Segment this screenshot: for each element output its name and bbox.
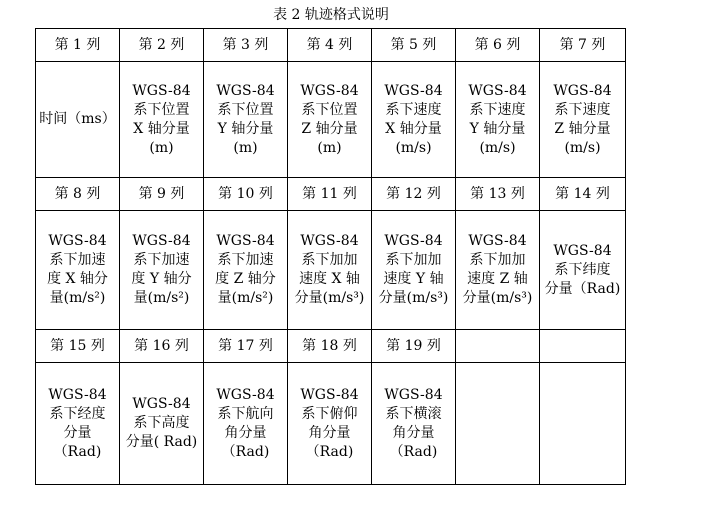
column-description-text: WGS-84 系下横滚 角分量 （Rad) xyxy=(384,386,443,460)
column-number-cell: 第 12 列 xyxy=(372,178,456,211)
column-description-cell xyxy=(540,363,626,485)
column-description-cell xyxy=(540,211,626,330)
column-number-cell: 第 3 列 xyxy=(204,29,288,62)
column-description-cell xyxy=(540,62,626,178)
column-description-text: WGS-84 系下位置 Y 轴分量 (m) xyxy=(216,82,275,156)
column-description-text: WGS-84 系下速度 X 轴分量 (m/s) xyxy=(384,82,443,156)
column-number-cell xyxy=(540,330,626,363)
column-description-cell xyxy=(456,363,540,485)
column-description-cell xyxy=(372,211,456,330)
column-number-cell: 第 6 列 xyxy=(456,29,540,62)
column-description-text: WGS-84 系下加速 度 Y 轴分 量(m/s²) xyxy=(131,233,192,306)
header-row xyxy=(36,330,626,363)
column-description-cell xyxy=(204,211,288,330)
column-number-cell: 第 13 列 xyxy=(456,178,540,211)
column-description-cell xyxy=(120,62,204,178)
header-row xyxy=(36,178,626,211)
column-number-cell: 第 4 列 xyxy=(288,29,372,62)
column-description-cell xyxy=(120,211,204,330)
column-description-text: WGS-84 系下加速 度 X 轴分 量(m/s²) xyxy=(47,233,108,306)
column-description-cell xyxy=(456,62,540,178)
column-description-text: 时间（ms） xyxy=(39,111,116,127)
column-number-cell: 第 16 列 xyxy=(120,330,204,363)
column-description-cell xyxy=(36,363,120,485)
column-number-cell xyxy=(456,330,540,363)
column-description-cell xyxy=(372,62,456,178)
column-number-cell: 第 7 列 xyxy=(540,29,626,62)
column-number-cell: 第 5 列 xyxy=(372,29,456,62)
column-number-cell: 第 17 列 xyxy=(204,330,288,363)
column-number-cell: 第 1 列 xyxy=(36,29,120,62)
description-row xyxy=(36,62,626,178)
column-description-text: WGS-84 系下位置 Z 轴分量 (m) xyxy=(300,82,359,156)
description-row xyxy=(36,363,626,485)
column-number-cell: 第 18 列 xyxy=(288,330,372,363)
column-description-text: WGS-84 系下俯仰 角分量 （Rad) xyxy=(300,386,359,460)
column-description-text: WGS-84 系下速度 Z 轴分量 (m/s) xyxy=(553,82,612,156)
column-description-cell xyxy=(204,62,288,178)
column-number-cell: 第 19 列 xyxy=(372,330,456,363)
trajectory-format-table xyxy=(35,28,626,485)
column-description-cell xyxy=(288,363,372,485)
column-description-cell xyxy=(36,211,120,330)
header-row xyxy=(36,29,626,62)
column-description-text: WGS-84 系下加加 速度 Y 轴 分量(m/s³) xyxy=(378,233,449,306)
column-number-cell: 第 14 列 xyxy=(540,178,626,211)
column-description-text: WGS-84 系下位置 X 轴分量 (m) xyxy=(132,82,191,156)
column-description-cell xyxy=(36,62,120,178)
column-description-cell xyxy=(372,363,456,485)
column-description-text: WGS-84 系下高度 分量( Rad) xyxy=(125,396,198,450)
column-description-text: WGS-84 系下加加 速度 Z 轴 分量(m/s³) xyxy=(462,233,533,306)
column-description-text: WGS-84 系下纬度 分量（Rad) xyxy=(544,242,621,297)
column-description-cell xyxy=(120,363,204,485)
column-description-cell xyxy=(288,211,372,330)
column-number-cell: 第 11 列 xyxy=(288,178,372,211)
column-number-cell: 第 9 列 xyxy=(120,178,204,211)
column-number-cell: 第 2 列 xyxy=(120,29,204,62)
column-description-cell xyxy=(204,363,288,485)
column-description-text: WGS-84 系下航向 角分量 （Rad) xyxy=(216,386,275,460)
column-description-text: WGS-84 系下加速 度 Z 轴分 量(m/s²) xyxy=(215,233,276,306)
column-description-text: WGS-84 系下经度 分量 （Rad) xyxy=(48,386,107,460)
description-row xyxy=(36,211,626,330)
column-description-cell xyxy=(456,211,540,330)
table-caption: 表 2 轨迹格式说明 xyxy=(273,7,389,23)
column-number-cell: 第 15 列 xyxy=(36,330,120,363)
column-description-text: WGS-84 系下速度 Y 轴分量 (m/s) xyxy=(468,82,527,156)
column-description-text: WGS-84 系下加加 速度 X 轴 分量(m/s³) xyxy=(294,233,365,306)
column-number-cell: 第 8 列 xyxy=(36,178,120,211)
column-number-cell: 第 10 列 xyxy=(204,178,288,211)
column-description-cell xyxy=(288,62,372,178)
